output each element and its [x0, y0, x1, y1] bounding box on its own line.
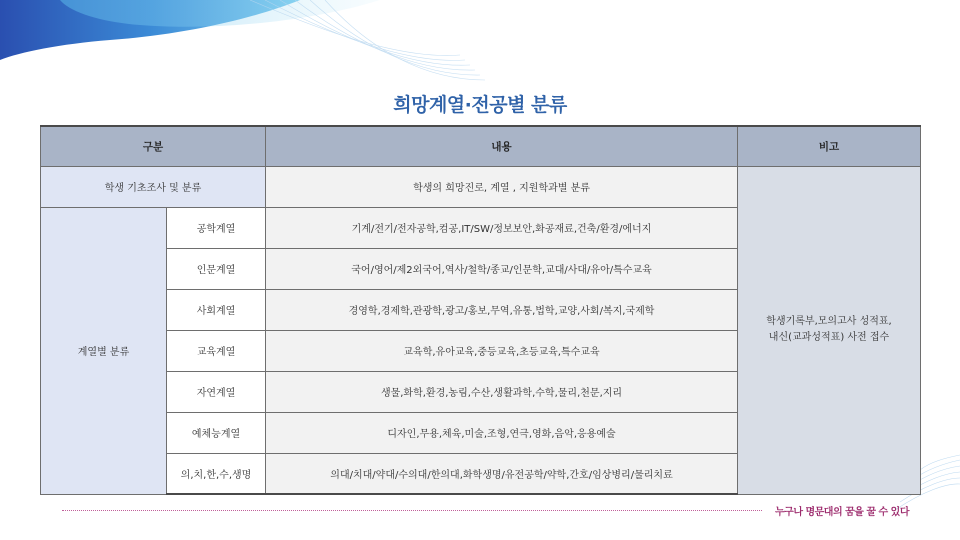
- group-content: 국어/영어/제2외국어,역사/철학/종교/인문학,교대/사대/유아/특수교육: [266, 248, 738, 289]
- page-title: 희망계열·전공별 분류: [393, 94, 567, 116]
- header-content: 내용: [266, 126, 738, 166]
- group-content: 디자인,무용,체육,미술,조형,연극,영화,음악,응용예술: [266, 412, 738, 453]
- group-content: 생물,화학,환경,농림,수산,생활과학,수학,물리,천문,지리: [266, 371, 738, 412]
- footer-slogan: 누구나 명문대의 꿈을 꿀 수 있다: [775, 507, 909, 518]
- table-header-row: [41, 126, 921, 166]
- note-line-1: 학생기록부,모의고사 성적표,: [766, 316, 892, 327]
- group-name: 교육계열: [167, 330, 266, 371]
- group-name: 예체능계열: [167, 412, 266, 453]
- group-content: 의대/치대/약대/수의대/한의대,화학생명/유전공학/약학,간호/임상병리/물리치료: [266, 453, 738, 494]
- classification-table: [40, 125, 921, 495]
- note-cell: [738, 166, 921, 494]
- header-note: 비고: [738, 126, 921, 166]
- group-content: 경영학,경제학,관광학,광고/홍보,무역,유통,법학,교양,사회/복지,국제학: [266, 289, 738, 330]
- table-row: [41, 166, 921, 207]
- group-content: 기계/전기/전자공학,컴공,IT/SW/정보보안,화공재료,건축/환경/에너지: [266, 207, 738, 248]
- group-name: 자연계열: [167, 371, 266, 412]
- basic-survey-label: 학생 기초조사 및 분류: [41, 166, 266, 207]
- header-category: 구분: [41, 126, 266, 166]
- group-label: 계열별 분류: [41, 207, 167, 494]
- basic-survey-content: 학생의 희망진로, 계열 , 지원학과별 분류: [266, 166, 738, 207]
- group-name: 의,치,한,수,생명: [167, 453, 266, 494]
- group-name: 사회계열: [167, 289, 266, 330]
- group-name: 공학계열: [167, 207, 266, 248]
- note-line-2: 내신(교과성적표) 사전 접수: [768, 332, 890, 343]
- group-content: 교육학,유아교육,중등교육,초등교육,특수교육: [266, 330, 738, 371]
- group-name: 인문계열: [167, 248, 266, 289]
- footer-divider: [62, 510, 762, 511]
